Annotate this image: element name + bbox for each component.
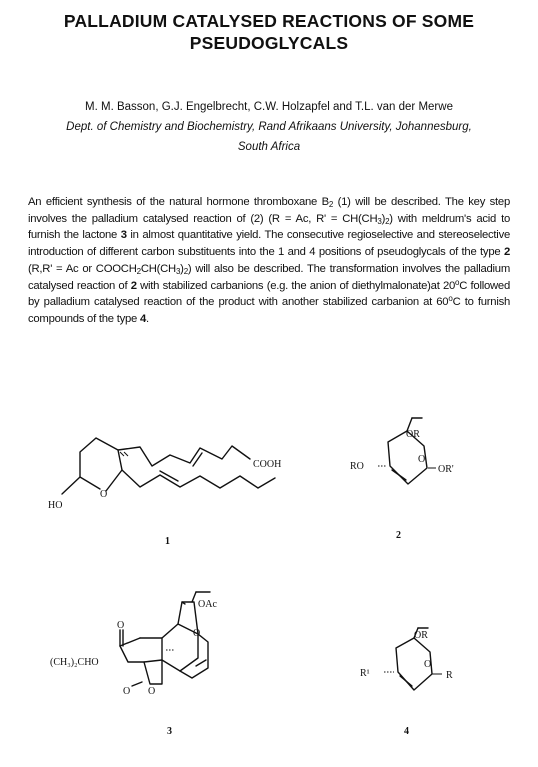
label-isopropoxy: (CH₃)₂CHO: [50, 657, 99, 668]
label-ring-o-3: O: [193, 628, 201, 639]
authors: M. M. Basson, G.J. Engelbrecht, C.W. Holzapfel and T.L. van der Merwe: [85, 101, 453, 113]
label-cooh: COOH: [253, 459, 282, 470]
abstract-paragraph: An efficient synthesis of the natural hormone thromboxane $B_2$ (1) will be described. The key step involves the palladium catalysed reaction of (2) (R = Ac, $R' = CH(CH_3)_2$) with meldrum's acid to furnish the lactone 3 in almost quantitative yield. The consecutive regioselective and stereoselective introduction of different carbon substituents into the 1 and 4 positions of pseudoglycals of the type 2 (R,R' = Ac or $COOCH_2CH(CH_3)_2$) will also be described. The transformation involves the palladium catalysed reaction of 2 with stabilized carbanions (e.g. the anion of diethylmalonate)at 20$^o$C followed by palladium catalysed reaction of the product with another stabilized carbanion at 60$^o$C to furnish compounds of the type 4.: [28, 196, 511, 325]
structure-number-2: 2: [396, 530, 401, 541]
label-lactone-o-2: O: [148, 686, 156, 697]
affiliation-line-1: Dept. of Chemistry and Biochemistry, Rand Afrikaans University, Johannesburg,: [66, 121, 472, 133]
structure-3: [120, 592, 210, 686]
label-lactone-o-1: O: [123, 686, 131, 697]
label-ho: HO: [48, 500, 63, 511]
title-line-1: PALLADIUM CATALYSED REACTIONS OF SOME: [63, 11, 475, 31]
structure-number-1: 1: [165, 536, 170, 547]
label-ring-o-1: O: [100, 489, 108, 500]
label-or-prime: OR': [438, 464, 454, 475]
affiliation-line-2: South Africa: [237, 141, 301, 153]
label-ring-o-4: O: [424, 659, 432, 670]
structure-1-thromboxane: [62, 438, 275, 494]
label-r1: R¹: [360, 668, 370, 679]
label-r: R: [446, 670, 453, 681]
structure-2: [388, 418, 427, 484]
label-ro: RO: [350, 461, 364, 472]
label-keto-o: O: [117, 620, 125, 631]
label-or-top-4: OR: [414, 630, 428, 641]
label-or-top-2: OR: [406, 429, 420, 440]
label-oac: OAc: [198, 599, 217, 610]
title-line-2: PSEUDOGLYCALS: [189, 33, 349, 53]
label-ring-o-2: O: [418, 454, 426, 465]
structure-number-3: 3: [167, 726, 172, 737]
structure-number-4: 4: [404, 726, 409, 737]
